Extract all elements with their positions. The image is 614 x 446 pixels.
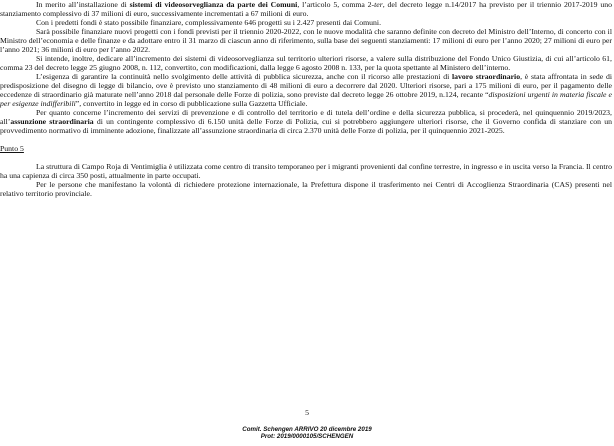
bold-text: assunzione straordinaria	[10, 117, 94, 126]
text-run: , l’articolo 5, comma 2-	[297, 0, 375, 9]
paragraph	[0, 162, 612, 180]
paragraph-group-main	[0, 0, 612, 135]
bold-text: lavoro straordinario	[452, 72, 521, 81]
paragraph	[0, 72, 612, 108]
text-run: Per le persone che manifestano la volontà di richiedere protezione internazionale, la Prefettura dispone il trasferimento nei Centri di Accoglienza Straordinaria (CAS) presenti nel relativo territorio provinciale.	[0, 180, 612, 198]
text-run: Con i predetti fondi è stato possibile finanziare, complessivamente 646 progetti su i 2.427 presenti dai Comuni.	[36, 18, 382, 27]
text-run: L’esigenza di garantire la continuità nello svolgimento delle attività di pubblica sicurezza, anche con il ricorso alle prestazioni di	[36, 72, 453, 81]
paragraph	[0, 0, 612, 18]
stamp-line-arrival: Comit. Schengen ARRIVO 20 dicembre 2019	[242, 426, 372, 433]
italic-text: disposizioni urgenti in materia fiscale e per esigenze indifferibili	[0, 90, 612, 108]
paragraph	[0, 180, 612, 198]
paragraph	[0, 108, 612, 135]
paragraph	[0, 54, 612, 72]
text-run: La struttura di Campo Roja di Ventimiglia è utilizzata come centro di transito temporaneo per i migranti provenienti dal confine terrestre, in ingresso e in uscita verso la Francia. Il centro ha una capienza di circa 350 posti, attualmente in parte occupati.	[0, 162, 612, 180]
paragraph	[0, 27, 612, 54]
paragraph	[0, 18, 612, 27]
stamp-line-protocol: Prot: 2019/0000105/SCHENGEN	[260, 433, 354, 441]
text-run: , del decreto legge n.14/2017 ha previsto per il triennio 2017-2019 uno stanziamento complessivo di 37 milioni di euro, successivamente incrementati a 67 milioni di euro.	[0, 0, 612, 18]
text-run: , è stata affrontata in sede di predisposizione del disegno di legge di bilancio, ove è previsto uno stanziamento di 48 milioni di euro a decorrere dal 2020. Ulteriori risorse, pari a 175 milioni di euro, per il pagamento delle eccedenze di straordinario già maturate nell’anno 2018 dal personale delle Forze di polizia, sono previste dal decreto legge 26 ottobre 2019, n.124, recante “	[0, 72, 613, 99]
protocol-stamp	[0, 426, 614, 441]
paragraph-group-section	[0, 162, 612, 198]
italic-text: ter	[374, 0, 383, 9]
section-heading: Punto 5	[0, 144, 24, 153]
text-run: ”, convertito in legge ed in corso di pubblicazione sulla Gazzetta Ufficiale.	[75, 99, 308, 108]
page-number: 5	[305, 408, 309, 417]
text-run: Per quanto concerne l’incremento dei servizi di prevenzione e di controllo del territorio e di tutela dell’ordine e della sicurezza pubblica, si procederà, nel quinquennio 2019/2023, all’	[0, 108, 612, 126]
bold-text: sistemi di videosorveglianza da parte dei Comuni	[129, 0, 298, 9]
section-gap	[0, 135, 612, 144]
text-run: Si intende, inoltre, dedicare all’incremento dei sistemi di videosorveglianza sul territorio ulteriori risorse, a valere sulla distribuzione del Fondo Unico Giustizia, di cui all’articolo 61, comma 23 del decreto legge 25 giugno 2008, n. 112, convertito, con modificazioni, dalla legge 6 agosto 2008 n. 133, per la quota spettante al Ministero dell’interno.	[0, 54, 612, 72]
text-run: di un contingente complessivo di 6.150 unità delle Forze di Polizia, cui si potrebbero aggiungere ulteriori risorse, che il Governo confida di stanziare con un provvedimento normativo di imminente adozione, finalizzate all’assunzione straordinaria di circa 2.370 unità delle Forze di polizia, per il quinquennio 2021-2025.	[0, 117, 612, 135]
text-run: Sarà possibile finanziare nuovi progetti con i fondi previsti per il triennio 2020-2022, con le nuove modalità che saranno definite con decreto del Ministro dell’Interno, di concerto con il Ministro dell’economia e delle finanze e da adottare entro il 31 marzo di ciascun anno di riferimento, sulla base dei seguenti stanziamenti: 17 milioni di euro per l’anno 2020; 27 milioni di euro per l’anno 2021; 36 milioni di euro per l’anno 2022.	[0, 27, 612, 54]
text-run: In merito all’installazione di	[36, 0, 130, 9]
document-body	[0, 0, 612, 198]
